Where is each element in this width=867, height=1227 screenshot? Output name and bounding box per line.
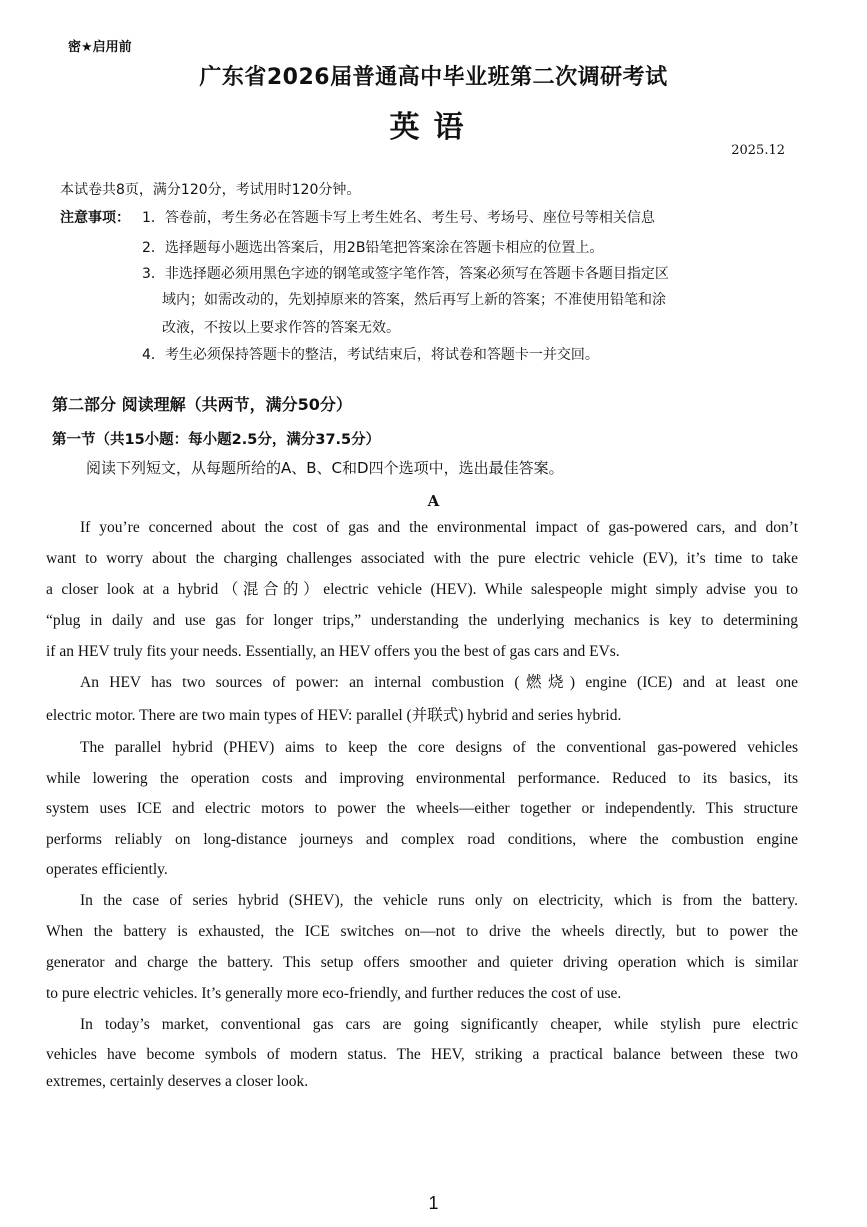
passage-line: a closer look at a hybrid（混合的）electric vehicle (HEV). While salespeople might simply advise you to — [46, 581, 798, 598]
notice-label: 注意事项： — [60, 210, 130, 226]
passage-line: In the case of series hybrid (SHEV), the vehicle runs only on electricity, which is from the battery. — [80, 892, 798, 909]
page-number: 1 — [428, 1193, 439, 1213]
notice-item-1: 1．答卷前，考生务必在答题卡写上考生姓名、考生号、考场号、座位号等相关信息 — [142, 210, 655, 226]
passage-label: A — [427, 492, 440, 510]
exam-date: 2025.12 — [731, 143, 785, 158]
passage-line: extremes, certainly deserves a closer look. — [46, 1073, 309, 1090]
passage-line: operates efficiently. — [46, 861, 168, 878]
passage-line: generator and charge the battery. This setup offers smoother and quieter driving operation which is similar — [46, 954, 798, 971]
passage-line: to pure electric vehicles. It’s generally more eco-friendly, and further reduces the cost of use. — [46, 985, 622, 1002]
notice-item-2: 2．选择题每小题选出答案后，用2B铅笔把答案涂在答题卡相应的位置上。 — [142, 240, 604, 256]
exam-intro: 本试卷共8页，满分120分，考试用时120分钟。 — [60, 182, 361, 198]
passage-line: system uses ICE and electric motors to power the wheels—either together or independently. This structure — [46, 800, 798, 817]
notice-item-3-line-2: 域内；如需改动的，先划掉原来的答案，然后再写上新的答案；不准使用铅笔和涂 — [162, 292, 666, 308]
passage-line: The parallel hybrid (PHEV) aims to keep the core designs of the conventional gas-powered vehicles — [80, 739, 798, 756]
section-title: 第一节（共15小题：每小题2.5分，满分37.5分） — [52, 432, 381, 448]
passage-line: want to worry about the charging challenges associated with the pure electric vehicle (EV), it’s time to take — [46, 550, 798, 567]
passage-line: electric motor. There are two main types of HEV: parallel (并联式) hybrid and series hybrid. — [46, 707, 622, 724]
passage-line: “plug in daily and use gas for longer trips,” understanding the underlying mechanics is key to determining — [46, 612, 798, 629]
passage-line: In today’s market, conventional gas cars are going significantly cheaper, while stylish pure electric — [80, 1016, 798, 1033]
notice-item-3: 3．非选择题必须用黑色字迹的钢笔或签字笔作答，答案必须写在答题卡各题目指定区 — [142, 266, 669, 282]
passage-line: vehicles have become symbols of modern status. The HEV, striking a practical balance between these two — [46, 1046, 798, 1063]
notice-item-3-line-3: 改液，不按以上要求作答的答案无效。 — [162, 320, 400, 336]
confidential-mark: 密★启用前 — [68, 40, 132, 55]
passage-line: When the battery is exhausted, the ICE switches on—not to drive the wheels directly, but to power the — [46, 923, 798, 940]
part-title: 第二部分 阅读理解（共两节，满分50分） — [52, 395, 352, 414]
passage-line: while lowering the operation costs and improving environmental performance. Reduced to its basics, its — [46, 770, 798, 787]
exam-title: 广东省2026届普通高中毕业班第二次调研考试 — [199, 65, 668, 90]
subject-title: 英语 — [389, 110, 478, 145]
passage-line: If you’re concerned about the cost of gas and the environmental impact of gas-powered cars, and don’t — [80, 519, 798, 536]
notice-item-4: 4．考生必须保持答题卡的整洁，考试结束后，将试卷和答题卡一并交回。 — [142, 347, 599, 363]
passage-line: performs reliably on long-distance journeys and complex road conditions, where the combustion engine — [46, 831, 798, 848]
passage-line: if an HEV truly fits your needs. Essentially, an HEV offers you the best of gas cars and EVs. — [46, 643, 620, 660]
section-instruction: 阅读下列短文，从每题所给的A、B、C和D四个选项中，选出最佳答案。 — [86, 459, 564, 477]
passage-line: An HEV has two sources of power: an internal combustion (燃烧) engine (ICE) and at least one — [80, 674, 798, 691]
